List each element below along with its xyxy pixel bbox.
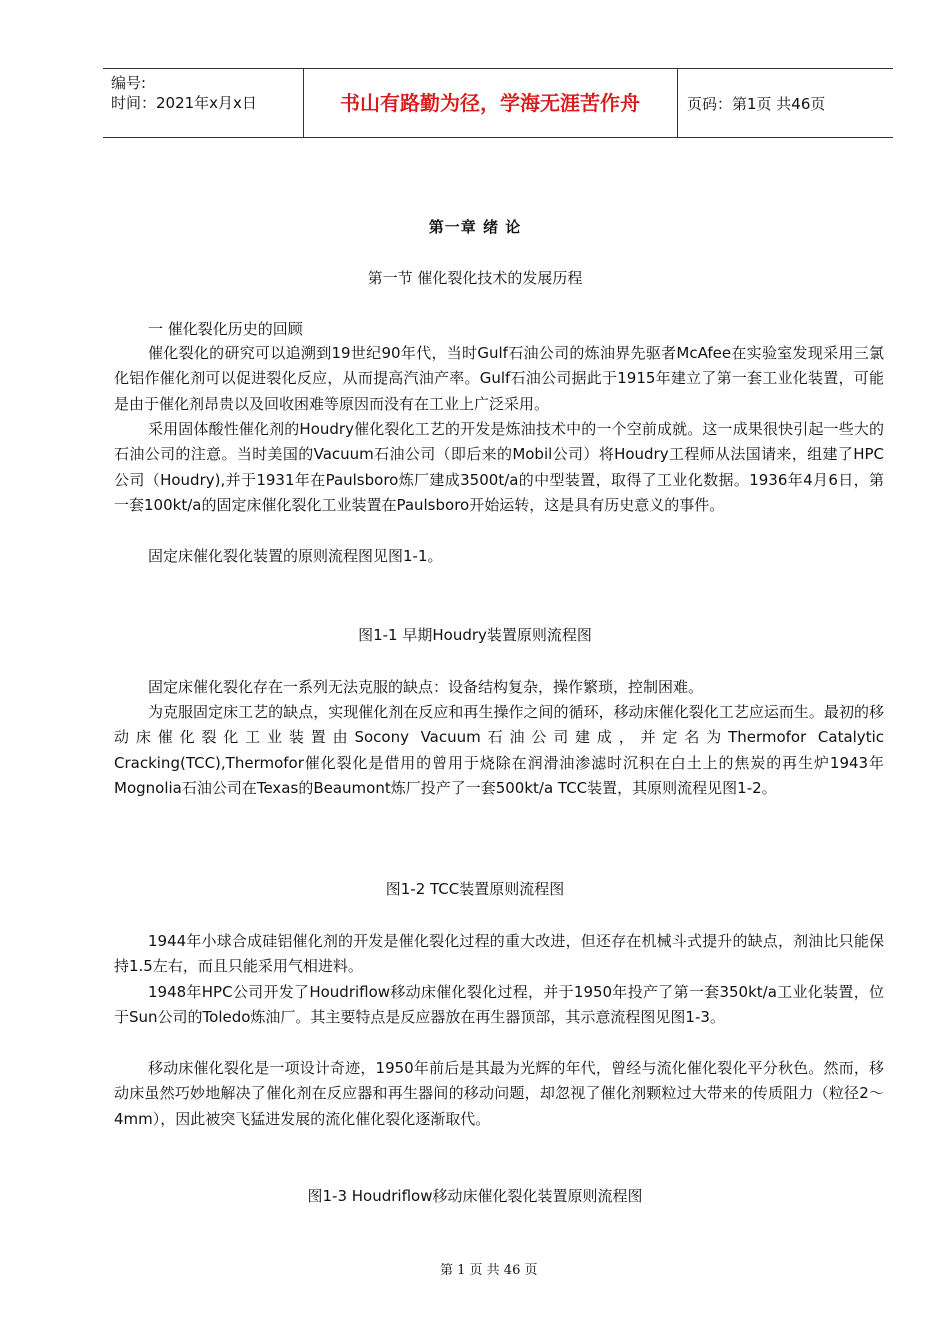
paragraph: 催化裂化的研究可以追溯到19世纪90年代，当时Gulf石油公司的炼油界先驱者McAfee在实验室发现采用三氯化铝作催化剂可以促进裂化反应，从而提高汽油产率。Gulf石油公司据此于1915年建立了第一套工业化装置，可能是由于催化剂昂贵以及回收困难等原因而没有在工业上广泛采用。 (114, 344, 884, 413)
header-time-label: 时间：2021年x月x日 (111, 94, 257, 112)
header-motto: 书山有路勤为径，学海无涯苦作舟 (340, 91, 640, 115)
paragraph: 1944年小球合成硅铝催化剂的开发是催化裂化过程的重大改进，但还存在机械斗式提升的缺点，剂油比只能保持1.5左右，而且只能采用气相进料。 (114, 932, 884, 976)
figure-caption: 图1-2 TCC装置原则流程图 (385, 880, 565, 898)
header-divider (677, 69, 678, 137)
page-footer: 第 1 页 共 46 页 (440, 1263, 538, 1278)
header-meta (111, 73, 257, 113)
paragraph: 采用固体酸性催化剂的Houdry催化裂化工艺的开发是炼油技术中的一个空前成就。这一成果很快引起一些大的石油公司的注意。当时美国的Vacuum石油公司（即后来的Mobil公司）将Houdry工程师从法国请来，组建了HPC公司（Houdry),并于1931年在Paulsboro炼厂建成3500t/a的中型装置，取得了工业化数据。1936年4月6日，第一套100kt/a的固定床催化裂化工业装置在Paulsboro开始运转，这是具有历史意义的事件。 (114, 420, 884, 514)
paragraph: 为克服固定床工艺的缺点，实现催化剂在反应和再生操作之间的循环，移动床催化裂化工艺应运而生。最初的移动床催化裂化工业装置由Socony Vacuum石油公司建成，并定名为Thermofor Catalytic Cracking(TCC),Thermofor催化裂化是借用的曾用于烧除在润滑油渗滤时沉积在白土上的焦炭的再生炉1943年Mognolia石油公司在Texas的Beaumont炼厂投产了一套500kt/a TCC装置，其原则流程见图1-2。 (114, 703, 884, 797)
figure-caption: 图1-3 Houdriflow移动床催化裂化装置原则流程图 (307, 1187, 643, 1205)
paragraph: 固定床催化裂化装置的原则流程图见图1-1。 (148, 547, 443, 565)
figure-caption: 图1-1 早期Houdry装置原则流程图 (358, 626, 592, 644)
header-number-label: 编号: (111, 74, 147, 92)
chapter-title: 第一章 绪 论 (428, 218, 522, 236)
header-page-info: 页码：第1页 共46页 (687, 95, 826, 113)
paragraph: 移动床催化裂化是一项设计奇迹，1950年前后是其最为光辉的年代，曾经与流化催化裂化平分秋色。然而，移动床虽然巧妙地解决了催化剂在反应器和再生器间的移动问题，却忽视了催化剂颗粒过大带来的传质阻力（粒径2～4mm），因此被突飞猛进发展的流化催化裂化逐渐取代。 (114, 1059, 884, 1128)
subheading: 一 催化裂化历史的回顾 (148, 320, 303, 338)
page-header (103, 68, 893, 138)
paragraph: 1948年HPC公司开发了Houdriflow移动床催化裂化过程，并于1950年投产了第一套350kt/a工业化装置，位于Sun公司的Toledo炼油厂。其主要特点是反应器放在再生器顶部，其示意流程图见图1-3。 (114, 983, 884, 1027)
paragraph: 固定床催化裂化存在一系列无法克服的缺点：设备结构复杂，操作繁琐，控制困难。 (148, 678, 704, 696)
section-title: 第一节 催化裂化技术的发展历程 (367, 269, 583, 287)
